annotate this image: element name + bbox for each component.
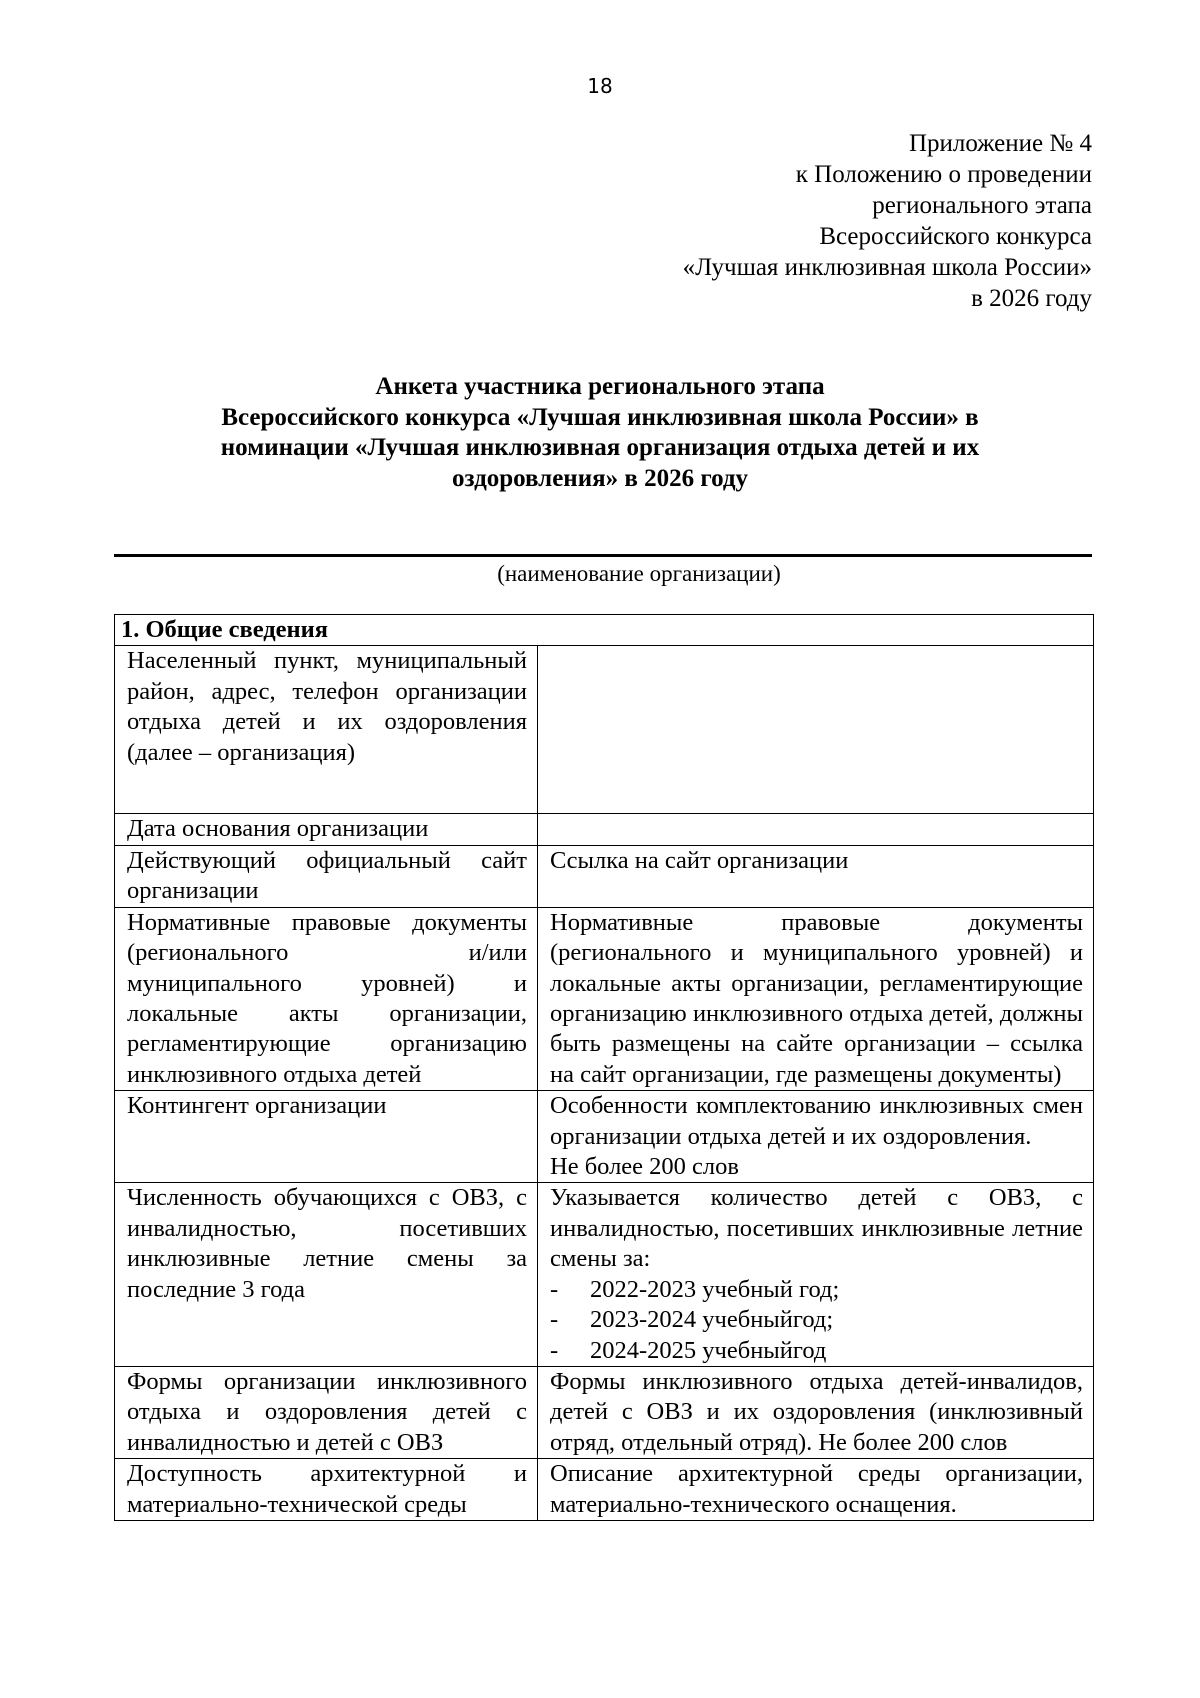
- row-label: Численность обучающихся с ОВЗ, с инвалидностью, посетивших инклюзивные летние смены за последние 3 года: [115, 1183, 538, 1366]
- appendix-line: в 2026 году: [971, 285, 1092, 312]
- row-value: [538, 1183, 1094, 1366]
- row-value: Ссылка на сайт организации: [538, 845, 1094, 907]
- table-row: [115, 907, 1094, 1090]
- organization-name-line: [114, 554, 1092, 557]
- table-section-row: [115, 615, 1094, 646]
- appendix-line: к Положению о проведении: [795, 161, 1092, 188]
- appendix-line: Приложение № 4: [908, 130, 1092, 157]
- row-value: [538, 1091, 1094, 1183]
- row-value: Описание архитектурной среды организации, материально-технического оснащения.: [538, 1459, 1094, 1521]
- dash-marker: -: [550, 1306, 559, 1334]
- table-row: [115, 814, 1094, 845]
- appendix-heading: [492, 128, 1092, 314]
- table-row: [115, 1366, 1094, 1458]
- page-number: 18: [587, 74, 613, 98]
- title-line: Всероссийского конкурса «Лучшая инклюзивная школа России» в: [221, 403, 979, 431]
- dash-marker: -: [550, 1336, 559, 1364]
- row-value-text: Указывается количество детей с ОВЗ, с инвалидностью, посетивших инклюзивные летние смены за:: [550, 1184, 1083, 1273]
- row-label: Доступность архитектурной и материально-технической среды: [115, 1459, 538, 1521]
- row-value: [538, 646, 1094, 814]
- appendix-line: регионального этапа: [872, 192, 1092, 219]
- document-title: [120, 372, 1080, 494]
- row-label: Дата основания организации: [115, 814, 538, 845]
- row-label: Действующий официальный сайт организации: [115, 845, 538, 907]
- title-line: оздоровления» в 2026 году: [451, 464, 749, 492]
- section-title: 1. Общие сведения: [115, 615, 1094, 646]
- list-item: [550, 1336, 1083, 1366]
- row-label: Нормативные правовые документы (регионального и/или муниципального уровней) и локальные акты организации, регламентирующие организацию инклюзивного отдыха детей: [115, 907, 538, 1090]
- row-value: Формы инклюзивного отдыха детей-инвалидов, детей с ОВЗ и их оздоровления (инклюзивный отряд, отдельный отряд). Не более 200 слов: [538, 1366, 1094, 1458]
- row-value-note: Не более 200 слов: [550, 1153, 739, 1181]
- list-item-text: 2023-2024 учебныйгод;: [590, 1306, 834, 1334]
- organization-name-caption: (наименование организации): [497, 561, 781, 586]
- table-row: [115, 1183, 1094, 1366]
- table-row: [115, 1459, 1094, 1521]
- table-row: [115, 1091, 1094, 1183]
- list-item-text: 2022-2023 учебный год;: [590, 1275, 840, 1303]
- appendix-line: «Лучшая инклюзивная школа России»: [682, 254, 1092, 281]
- list-item: [550, 1305, 1083, 1335]
- general-info-table: [114, 614, 1094, 1521]
- row-value: Нормативные правовые документы (регионального и муниципального уровней) и локальные акты организации, регламентирующие организацию инклюзивного отдыха детей, должны быть размещены на сайте организации – ссылка на сайт организации, где размещены документы): [538, 907, 1094, 1090]
- title-line: Анкета участника регионального этапа: [375, 373, 825, 400]
- appendix-line: Всероссийского конкурса: [819, 223, 1092, 250]
- table-row: [115, 646, 1094, 814]
- dash-marker: -: [550, 1275, 559, 1303]
- row-value-text: Особенности комплектованию инклюзивных смен организации отдыха детей и их оздоровления.: [550, 1092, 1083, 1150]
- list-item: [550, 1275, 1083, 1305]
- title-line: номинации «Лучшая инклюзивная организация отдыха детей и их: [220, 434, 980, 461]
- row-label: Контингент организации: [115, 1091, 538, 1183]
- table-row: [115, 845, 1094, 907]
- row-label: Формы организации инклюзивного отдыха и оздоровления детей с инвалидностью и детей с ОВЗ: [115, 1366, 538, 1458]
- row-value: [538, 814, 1094, 845]
- list-item-text: 2024-2025 учебныйгод: [590, 1336, 827, 1364]
- row-label: Населенный пункт, муниципальный район, адрес, телефон организации отдыха детей и их оздоровления (далее – организация): [115, 646, 538, 814]
